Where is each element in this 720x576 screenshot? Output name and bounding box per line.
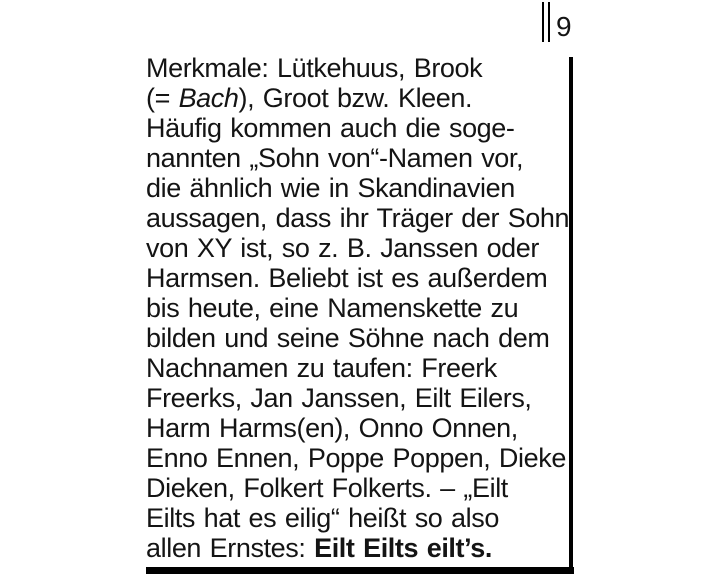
text-segment: Bach bbox=[178, 83, 239, 113]
text-segment: Freerks, Jan Janssen, Eilt Eilers, bbox=[146, 383, 532, 413]
text-line bbox=[146, 173, 566, 203]
text-segment: Enno Ennen, Poppe Poppen, Dieke bbox=[146, 443, 566, 473]
text-line bbox=[146, 143, 566, 173]
text-line bbox=[146, 443, 566, 473]
text-line bbox=[146, 413, 566, 443]
bottom-rule bbox=[146, 567, 574, 574]
text-line bbox=[146, 473, 566, 503]
text-segment: bilden und seine Söhne nach dem bbox=[146, 323, 550, 353]
body-text bbox=[146, 53, 570, 563]
text-segment: bis heute, eine Namenskette zu bbox=[146, 293, 519, 323]
text-segment: ), Groot bzw. Kleen. bbox=[238, 83, 473, 113]
text-segment: Häufig kommen auch die soge- bbox=[146, 113, 515, 143]
text-segment: Harm Harms(en), Onno Onnen, bbox=[146, 413, 518, 443]
page-number: 9 bbox=[556, 11, 572, 42]
text-segment: von XY ist, so z. B. Janssen oder bbox=[146, 233, 540, 263]
text-line bbox=[146, 353, 566, 383]
text-line bbox=[146, 263, 566, 293]
text-segment: (= bbox=[146, 83, 179, 113]
text-line bbox=[146, 503, 566, 533]
text-segment: allen Ernstes: bbox=[146, 533, 315, 563]
text-line bbox=[146, 323, 566, 353]
text-line bbox=[146, 383, 566, 413]
text-line bbox=[146, 233, 566, 263]
text-segment: die ähnlich wie in Skandinavien bbox=[146, 173, 515, 203]
text-segment: Dieken, Folkert Folkerts. – „Eilt bbox=[146, 473, 508, 503]
text-segment: aussagen, dass ihr Träger der Sohn bbox=[146, 203, 570, 233]
text-segment: Harmsen. Beliebt ist es außerdem bbox=[146, 263, 548, 293]
double-vertical-bar-icon bbox=[542, 2, 550, 42]
right-margin-rule bbox=[569, 57, 573, 567]
text-segment: Eilts hat es eilig“ heißt so also bbox=[146, 503, 499, 533]
text-segment: Eilt Eilts eilt’s. bbox=[314, 533, 492, 563]
text-line bbox=[146, 113, 566, 143]
text-segment: nannten „Sohn von“-Namen vor, bbox=[146, 143, 524, 173]
text-segment: Merkmale: Lütkehuus, Brook bbox=[146, 53, 483, 83]
text-line bbox=[146, 293, 566, 323]
text-line bbox=[146, 83, 566, 113]
text-line bbox=[146, 203, 570, 233]
text-line bbox=[146, 533, 566, 563]
text-segment: Nachnamen zu taufen: Freerk bbox=[146, 353, 497, 383]
text-line bbox=[146, 53, 566, 83]
